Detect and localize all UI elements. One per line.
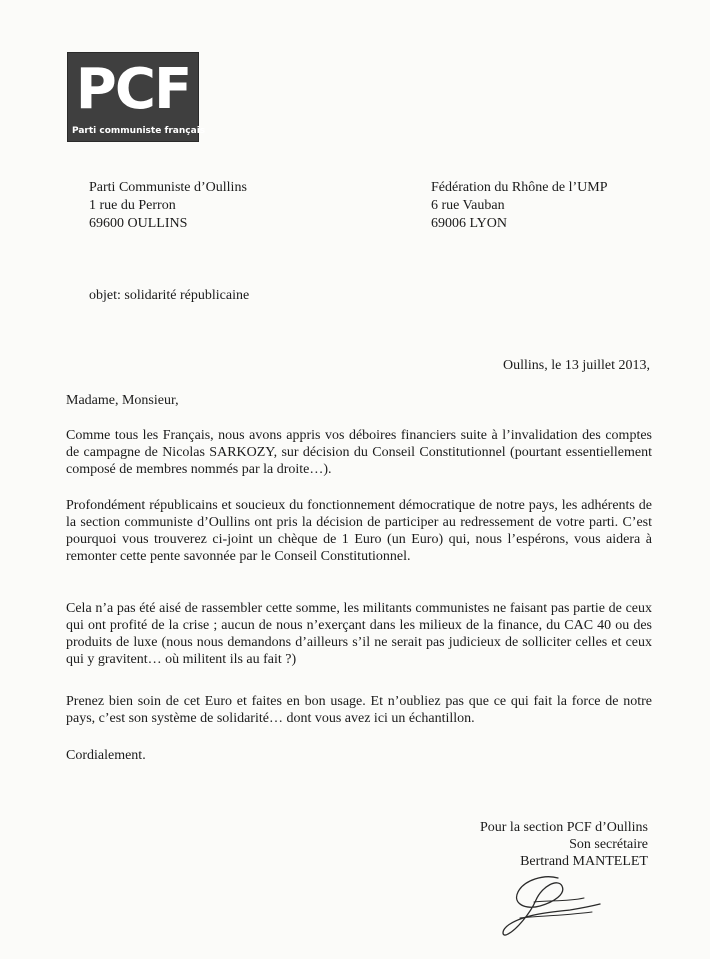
signatory-line-1: Pour la section PCF d’Oullins xyxy=(479,820,648,835)
place-date: Oullins, le 13 juillet 2013, xyxy=(503,358,650,373)
sender-city: 69600 OULLINS xyxy=(89,216,188,231)
sender-name: Parti Communiste d’Oullins xyxy=(89,180,247,195)
salutation: Madame, Monsieur, xyxy=(66,393,179,408)
signatory-line-2: Son secrétaire xyxy=(569,837,648,852)
signatory-line-3: Bertrand MANTELET xyxy=(520,854,648,869)
recipient-street: 6 rue Vauban xyxy=(431,198,505,213)
recipient-name: Fédération du Rhône de l’UMP xyxy=(431,180,608,195)
logo-subtitle: Parti communiste français xyxy=(72,126,206,136)
handwritten-signature-icon xyxy=(496,872,606,944)
sender-address xyxy=(89,179,247,233)
sender-street: 1 rue du Perron xyxy=(89,198,176,213)
paragraph-4: Prenez bien soin de cet Euro et faites en bon usage. Et n’oubliez pas que ce qui fait la force de notre pays, c’est son système de solidarité… dont vous avez ici un échantillon. xyxy=(66,694,652,726)
paragraph-1: Comme tous les Français, nous avons appris vos déboires financiers suite à l’invalidation des comptes de campagne de Nicolas SARKOZY, sur décision du Conseil Constitutionnel (pourtant essentiellement composé de membres nommés par la droite…). xyxy=(66,428,652,477)
pcf-logo xyxy=(67,52,206,142)
paragraph-2: Profondément républicains et soucieux du fonctionnement démocratique de notre pays, les adhérents de la section communiste d’Oullins ont pris la décision de participer au redressement de votre parti. C’est pourquoi vous trouverez ci-joint un chèque de 1 Euro (un Euro) qui, nous l’espérons, vous aidera à remonter cette pente savonnée par le Conseil Constitutionnel. xyxy=(66,498,652,564)
signature-block xyxy=(480,819,648,870)
recipient-address xyxy=(431,179,608,233)
closing: Cordialement. xyxy=(66,748,146,763)
logo-mark: PCF xyxy=(75,57,191,122)
recipient-city: 69006 LYON xyxy=(431,216,507,231)
subject-line: objet: solidarité républicaine xyxy=(89,288,250,303)
paragraph-3: Cela n’a pas été aisé de rassembler cette somme, les militants communistes ne faisant pas partie de ceux qui ont profité de la crise ; aucun de nous n’exerçant dans les milieux de la finance, du CAC 40 ou des produits de luxe (nous nous demandons d’ailleurs s’il ne serait pas judicieux de solliciter celles et ceux qui y gravitent… où militent ils au fait ?) xyxy=(66,601,652,667)
